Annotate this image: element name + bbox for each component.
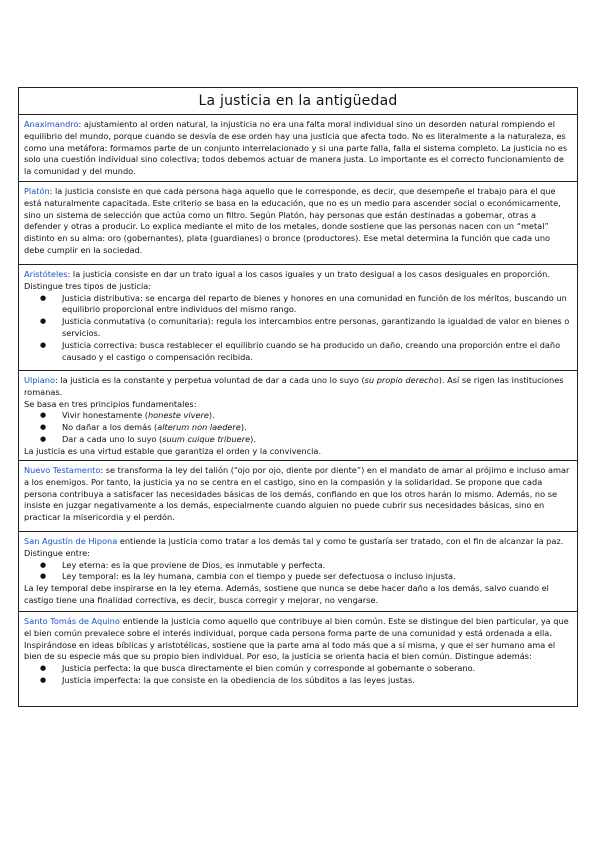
list-item: ● Justicia imperfecta: la que consiste en la obediencia de los súbditos a las leyes justas. — [62, 675, 572, 687]
section-aristoteles — [19, 265, 577, 371]
section-text: : se transforma la ley del talión (“ojo por ojo, diente por diente”) en el mandato de amar al prójimo e incluso amar a los enemigos. Por tanto, la justicia ya no se centra en el castigo, sino en la compasión y la solidaridad. Se propone que cada persona contribuya a satisfacer las necesidades básicas de los demás, confiando en que los otros harán lo mismo. Además, no se insiste en juzgar negativamente a los demás, especialmente cuando alguien no puede cubrir sus necesidades básicas, sino en practicar la misericordia y el perdón. — [24, 465, 570, 523]
page-title: La justicia en la antigüedad — [198, 93, 398, 109]
list-item: ● Justicia distributiva: se encarga del reparto de bienes y honores en una comunidad en función de los méritos, buscando un equilibrio proporcional entre individuos del mismo rango. — [62, 293, 572, 317]
section-nuevo-testamento — [19, 461, 577, 532]
section-ulpiano — [19, 371, 577, 461]
section-text: : ajustamiento al orden natural, la injusticia no era una falta moral individual sino un desorden natural rompiendo el equilibrio del mundo, porque cuando se desvía de ese orden hay una justicia que afecta todo. No es literalmente a la naturaleza, es como una metáfora: formamos parte de un conjunto interrelacionado y si una parte falla, falla el sistema completo. La justicia no es solo una cuestión individual sino colectiva; todos debemos actuar de manera justa. Lo importante es el correcto funcionamiento de la comunidad y del mundo. — [24, 119, 568, 177]
latin-term: honeste vivere — [147, 410, 209, 421]
latin-term: su propio derecho — [364, 375, 439, 385]
section-text: : la justicia consiste en dar un trato igual a los casos iguales y un trato desigual a los casos desiguales en proporción. Distingue tres tipos de justicia: — [24, 269, 550, 291]
author-name: Santo Tomás de Aquino — [24, 616, 120, 626]
author-name: Anaximandro — [24, 119, 79, 129]
author-name: Aristóteles — [24, 269, 68, 279]
section-platon — [19, 182, 577, 265]
section-text: entiende la justicia como aquello que contribuye al bien común. Este se distingue del bien particular, ya que el bien común prevalece sobre el interés individual, porque cada persona forma parte de una comunidad y está ordenada a ella. Inspirándose en ideas bíblicas y aristotélicas, sostiene que la parte ama al todo más que a sí misma, y que el ser humano ama el bien de su especie más que su propio bien individual. Por eso, la justicia se orienta hacia el bien común. Distingue además: — [24, 616, 569, 662]
author-name: San Agustín de Hipona — [24, 536, 118, 546]
author-name: Ulpiano — [24, 375, 55, 385]
section-closing: La justicia es una virtud estable que garantiza el orden y la convivencia. — [24, 445, 322, 456]
latin-term: suum cuique tribuere — [162, 433, 251, 444]
section-text: ). Así se rigen las instituciones romanas. — [24, 375, 564, 397]
list-item: ● Dar a cada uno lo suyo (suum cuique tribuere). — [62, 434, 572, 446]
list-item: ● Ley temporal: es la ley humana, cambia con el tiempo y puede ser defectuosa o incluso injusta. — [62, 571, 572, 583]
list-item: ● Justicia conmutativa (o comunitaria): regula los intercambios entre personas, garantizando la igualdad de valor en bienes o servicios. — [62, 316, 572, 340]
section-anaximandro — [19, 115, 577, 182]
author-name: Platón — [24, 186, 50, 196]
bullet-list — [24, 293, 572, 364]
bullet-list — [24, 663, 572, 687]
list-item: ● Justicia perfecta: la que busca directamente el bien común y corresponde al gobernante o soberano. — [62, 663, 572, 675]
list-item: ● Vivir honestamente (honeste vivere). — [62, 410, 572, 422]
latin-term: alterum non laedere — [157, 422, 241, 433]
list-item: ● Justicia correctiva: busca restablecer el equilibrio cuando se ha producido un daño, creando una proporción entre el daño causado y el castigo o compensación recibida. — [62, 340, 572, 364]
section-text: entiende la justicia como tratar a los demás tal y como te gustaría ser tratado, con el fin de alcanzar la paz. Distingue entre: — [24, 536, 564, 558]
list-item: ● Ley eterna: es la que proviene de Dios, es inmutable y perfecta. — [62, 560, 572, 572]
bullet-list — [24, 560, 572, 584]
bullet-list — [24, 410, 572, 445]
section-text: : la justicia es la constante y perpetua voluntad de dar a cada uno lo suyo ( — [54, 375, 365, 385]
section-intro: Se basa en tres principios fundamentales: — [24, 398, 197, 409]
title-row — [19, 88, 577, 115]
author-name: Nuevo Testamento — [24, 465, 101, 475]
justice-table — [18, 87, 578, 707]
section-text: : la justicia consiste en que cada persona haga aquello que le corresponde, es decir, que desempeñe el trabajo para el que está naturalmente capacitada. Este criterio se basa en la educación, que no es un medio para ascender social o económicamente, sino un sistema de selección que actúa como un filtro. Según Platón, hay personas que están destinadas a gobernar, otras a defender y otras a producir. Lo explica mediante el mito de los metales, donde sostiene que las personas nacen con un “metal” distinto en su alma: oro (gobernantes), plata (guardianes) o bronce (productores). Ese metal determina la función que cada uno debe cumplir en la sociedad. — [24, 186, 561, 255]
section-agustin — [19, 532, 577, 612]
section-closing: La ley temporal debe inspirarse en la ley eterna. Además, sostiene que nunca se debe hacer daño a los demás, salvo cuando el castigo tiene una finalidad correctiva, es decir, busca corregir y mejorar, no vengarse. — [24, 583, 549, 605]
list-item: ● No dañar a los demás (alterum non laedere). — [62, 422, 572, 434]
section-tomas — [19, 612, 577, 706]
